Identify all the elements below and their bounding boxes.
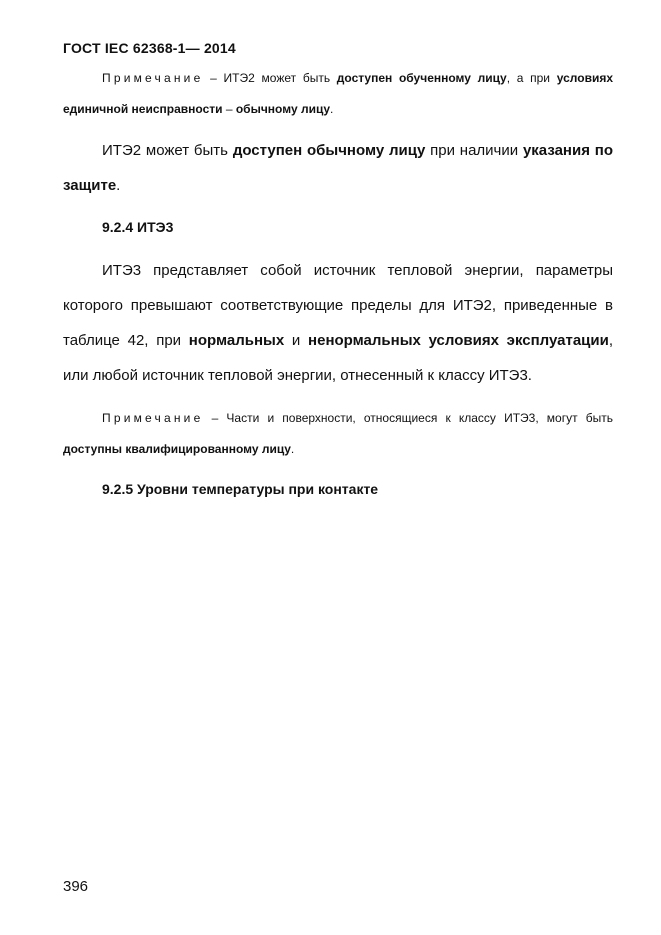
page-number: 396 — [63, 878, 89, 895]
note-label: Примечание — [102, 71, 204, 85]
note-1: Примечание – ИТЭ2 может быть доступен обученному лицу, а при условиях единичной неисправности – обычному лицу. — [63, 71, 613, 116]
note-label: Примечание — [102, 411, 204, 425]
paragraph-1: ИТЭ2 может быть доступен обычному лицу при наличии указания по защите. — [63, 142, 613, 194]
section-heading-9-2-4: 9.2.4 ИТЭ3 — [102, 219, 174, 235]
paragraph-2: ИТЭ3 представляет собой источник тепловой энергии, параметры которого превышают соответствующие пределы для ИТЭ2, приведенные в таблице 42, при нормальных и ненормальных условиях эксплуатации, или любой источник тепловой энергии, отнесенный к классу ИТЭ3. — [63, 262, 614, 384]
note-2: Примечание – Части и поверхности, относящиеся к классу ИТЭ3, могут быть доступны квалифицированному лицу. — [63, 411, 613, 456]
section-heading-9-2-5: 9.2.5 Уровни температуры при контакте — [102, 481, 379, 497]
document-header: ГОСТ IEC 62368-1— 2014 — [63, 40, 236, 56]
